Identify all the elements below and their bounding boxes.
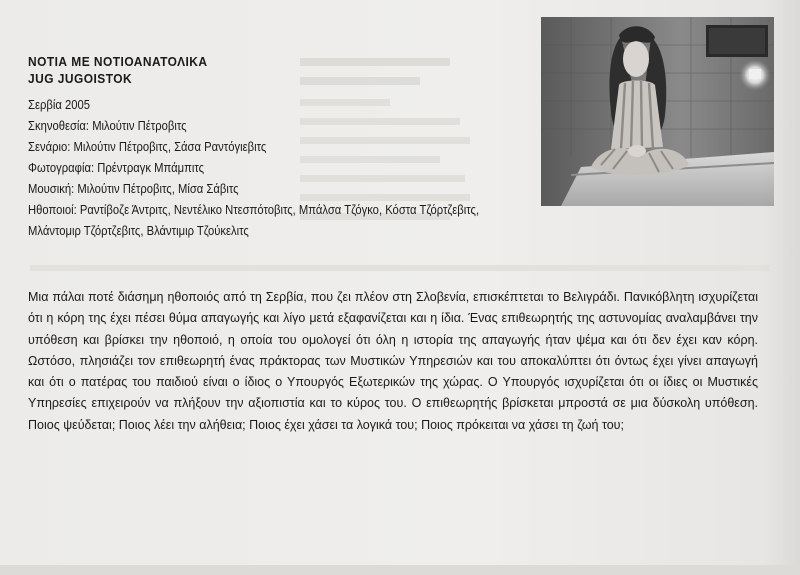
country-year: Σερβία 2005 bbox=[28, 98, 91, 112]
page-bottom-edge bbox=[0, 565, 800, 575]
director-credit: Σκηνοθεσία: Μιλούτιν Πέτροβιτς bbox=[28, 119, 187, 133]
credits-block bbox=[28, 95, 479, 242]
screenplay-credit: Σενάριο: Μιλούτιν Πέτροβιτς, Σάσα Ραντόγιεβιτς bbox=[28, 140, 267, 154]
film-still-illustration bbox=[541, 17, 774, 206]
film-title-greek: ΝΟΤΙΑ ΜΕ ΝΟΤΙΟΑΝΑΤΟΛΙΚΑ bbox=[28, 54, 208, 69]
photography-credit: Φωτογραφία: Πρέντραγκ Μπάμπιτς bbox=[28, 161, 205, 175]
cast-credit-line2: Μλάντομιρ Τζόρτζεβιτς, Βλάντιμιρ Τζούκελιτς bbox=[28, 224, 249, 238]
synopsis-text: Μια πάλαι ποτέ διάσημη ηθοποιός από τη Σερβία, που ζει πλέον στη Σλοβενία, επισκέπτεται το Βελιγράδι. Πανικόβλητη ισχυρίζεται ότι η κόρη της έχει πέσει θύμα απαγωγής και λίγο μετά εξαφανίζεται και η ίδια. Ένας επιθεωρητής της αστυνομίας αναλαμβάνει την υπόθεση και βρίσκει την ηθοποιό, η οποία του ομολογεί ότι όλη η ιστορία της απαγωγής ήταν ψέμα και ότι δεν έχει καν κόρη. Ωστόσο, πλησιάζει τον επιθεωρητή ένας πράκτορας των Μυστικών Υπηρεσιών και του αποκαλύπτει ότι όντως έχει γίνει απαγωγή και ότι ο πατέρας του παιδιού είναι ο ίδιος ο Υπουργός Εξωτερικών της χώρας. Ο Υπουργός ισχυρίζεται ότι οι ίδιες οι Μυστικές Υπηρεσίες επιχειρούν να πλήξουν την αξιοπιστία και το κύρος του. Ο επιθεωρητής βρίσκεται μπροστά σε μια δύσκολη υπόθεση. Ποιος ψεύδεται; Ποιος λέει την αλήθεια; Ποιος έχει χάσει τα λογικά του; Ποιος πρόκειται να χάσει τη ζωή του; bbox=[28, 290, 758, 432]
music-credit: Μουσική: Μιλούτιν Πέτροβιτς, Μίσα Σάβιτς bbox=[28, 182, 239, 196]
cast-credit-line1: Ηθοποιοί: Ραντίβοζε Άντριτς, Νεντέλικο Ντεσπότοβιτς, Μπάλσα Τζόγκο, Κόστα Τζόρτζεβιτς, bbox=[28, 203, 480, 217]
bleed-through-line bbox=[30, 265, 790, 271]
film-still-photo bbox=[541, 17, 774, 206]
film-title-original: JUG JUGOISTOK bbox=[28, 71, 133, 86]
page-edge-shadow bbox=[762, 0, 800, 575]
